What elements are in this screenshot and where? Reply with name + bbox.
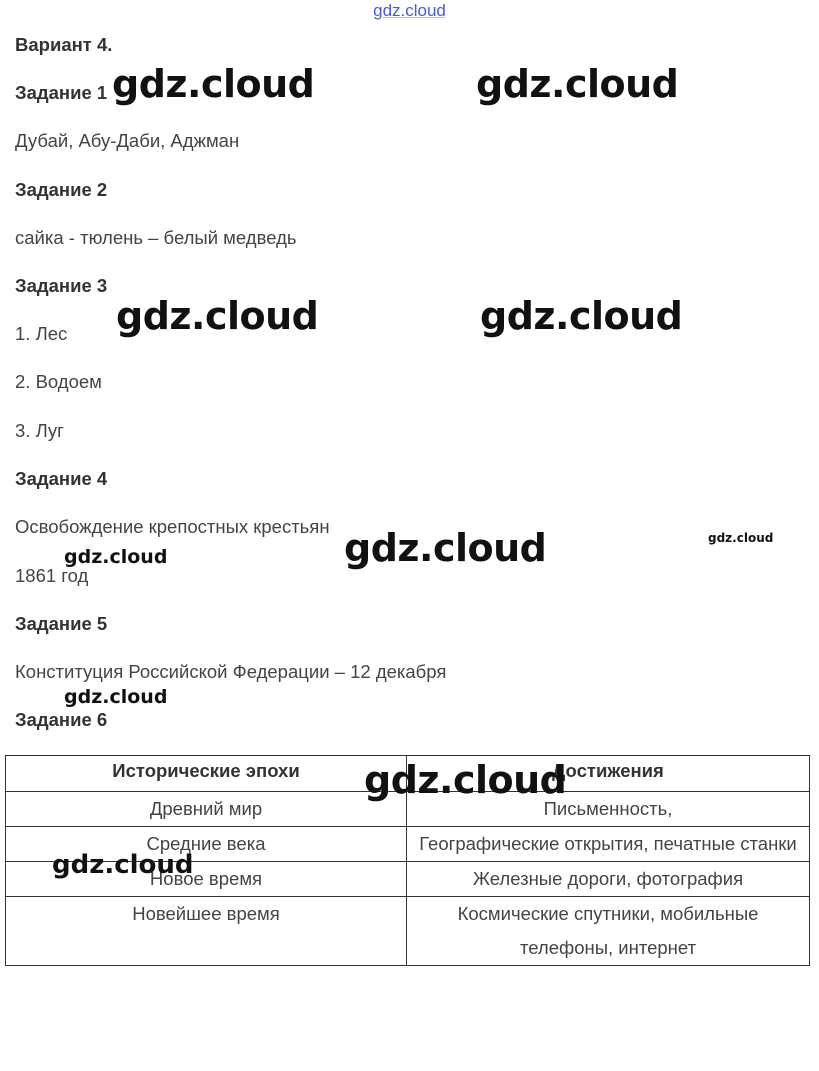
task-3-item-3: 3. Луг: [15, 420, 64, 441]
watermark: gdz.cloud: [708, 531, 774, 545]
watermark: gdz.cloud: [344, 526, 547, 570]
task-3-heading: Задание 3: [15, 275, 108, 296]
top-watermark-link[interactable]: gdz.cloud: [373, 1, 446, 20]
task-1-heading: Задание 1: [15, 82, 108, 103]
watermark: gdz.cloud: [112, 62, 315, 106]
watermark: gdz.cloud: [364, 758, 567, 802]
table-cell-achievement: Письменность,: [407, 792, 810, 827]
table-row: [6, 897, 810, 966]
table-cell-epoch: Древний мир: [6, 792, 407, 827]
table-header-epochs: Исторические эпохи: [6, 756, 407, 792]
table-cell-achievement: Космические спутники, мобильные телефоны, интернет: [407, 897, 810, 966]
watermark: gdz.cloud: [480, 294, 683, 338]
table-cell-achievement: Географические открытия, печатные станки: [407, 827, 810, 862]
task-5-answer: Конституция Российской Федерации – 12 декабря: [15, 661, 447, 682]
task-3-item-1: 1. Лес: [15, 323, 68, 344]
table-cell-epoch: Средние века: [6, 827, 407, 862]
watermark: gdz.cloud: [116, 294, 319, 338]
table-header-achievements: Достижения: [407, 756, 810, 792]
watermark: gdz.cloud: [476, 62, 679, 106]
task-2-heading: Задание 2: [15, 179, 108, 200]
task-4-heading: Задание 4: [15, 468, 108, 489]
watermark: gdz.cloud: [64, 686, 168, 708]
variant-title: Вариант 4.: [15, 34, 113, 55]
task-5-heading: Задание 5: [15, 613, 108, 634]
task-2-answer: сайка - тюлень – белый медведь: [15, 227, 297, 248]
table-cell-achievement: Железные дороги, фотография: [407, 862, 810, 897]
table-cell-epoch: Новейшее время: [6, 897, 407, 966]
task-6-heading: Задание 6: [15, 709, 108, 730]
task-3-item-2: 2. Водоем: [15, 371, 102, 392]
task-4-year: 1861 год: [15, 565, 89, 586]
task-4-answer: Освобождение крепостных крестьян: [15, 516, 330, 537]
watermark: gdz.cloud: [52, 850, 194, 880]
table-cell-epoch: Новое время: [6, 862, 407, 897]
watermark: gdz.cloud: [64, 546, 168, 568]
task-1-answer: Дубай, Абу-Даби, Аджман: [15, 130, 240, 151]
